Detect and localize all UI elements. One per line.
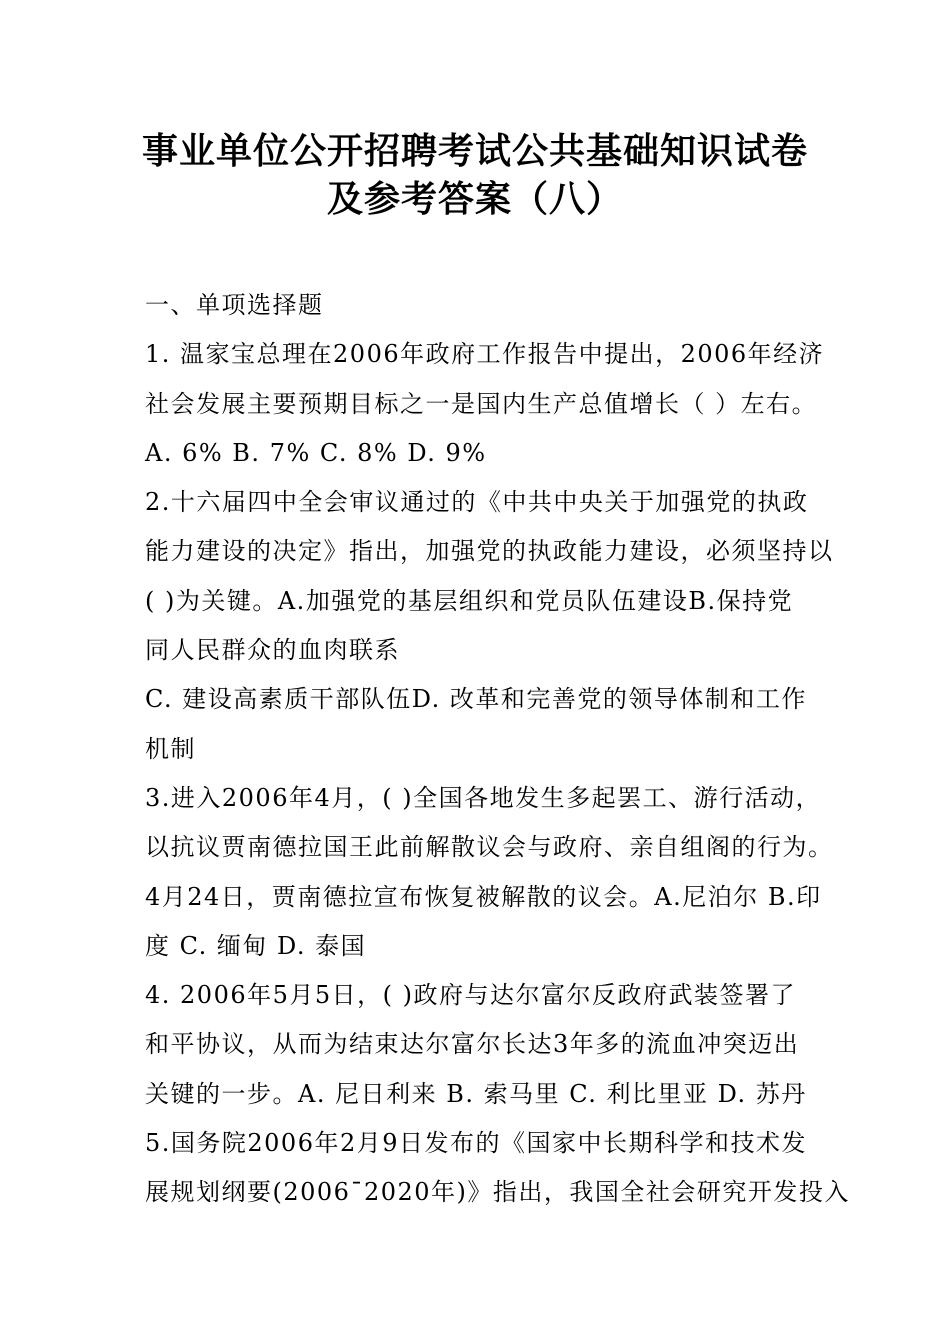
question-2-line-4: 同人民群众的血肉联系 [145,636,400,665]
question-3-line-3: 4月24日，贾南德拉宣布恢复被解散的议会。A.尼泊尔 B.印 [145,882,822,911]
section-heading: 一、单项选择题 [145,291,324,319]
question-4-line-2: 和平协议，从而为结束达尔富尔长达3年多的流血冲突迈出 [145,1030,800,1059]
question-3-line-4: 度 C. 缅甸 D. 泰国 [145,931,367,960]
question-3-line-1: 3.进入2006年4月，( )全国各地发生多起罢工、游行活动， [145,783,822,812]
document-title-line-1: 事业单位公开招聘考试公共基础知识试卷 [141,131,808,172]
question-5-line-1: 5.国务院2006年2月9日发布的《国家中长期科学和技术发 [145,1129,808,1158]
question-2-line-5: C. 建设高素质干部队伍D. 改革和完善党的领导体制和工作 [145,685,807,714]
question-1-line-2: 社会发展主要预期目标之一是国内生产总值增长（ ）左右。 [145,389,818,418]
question-2-line-6: 机制 [145,734,196,763]
document-body [145,281,850,1218]
document-title-line-2: 及参考答案（八） [326,179,623,220]
question-1-line-1: 1. 温家宝总理在2006年政府工作报告中提出，2006年经济 [145,340,825,369]
question-2-line-3: ( )为关键。A.加强党的基层组织和党员队伍建设B.保持党 [145,586,794,615]
question-1-options: A. 6% B. 7% C. 8% D. 9% [145,438,487,467]
question-2-line-1: 2.十六届四中全会审议通过的《中共中央关于加强党的执政 [145,488,809,517]
question-5-line-2: 展规划纲要(2006¯2020年)》指出，我国全社会研究开发投入 [145,1178,850,1207]
question-2-line-2: 能力建设的决定》指出，加强党的执政能力建设，必须坚持以 [145,537,834,566]
question-3-line-2: 以抗议贾南德拉国王此前解散议会与政府、亲自组阁的行为。 [145,833,834,862]
question-4-line-3: 关键的一步。A. 尼日利来 B. 索马里 C. 利比里亚 D. 苏丹 [145,1079,807,1108]
question-4-line-1: 4. 2006年5月5日，( )政府与达尔富尔反政府武装签署了 [145,981,796,1010]
